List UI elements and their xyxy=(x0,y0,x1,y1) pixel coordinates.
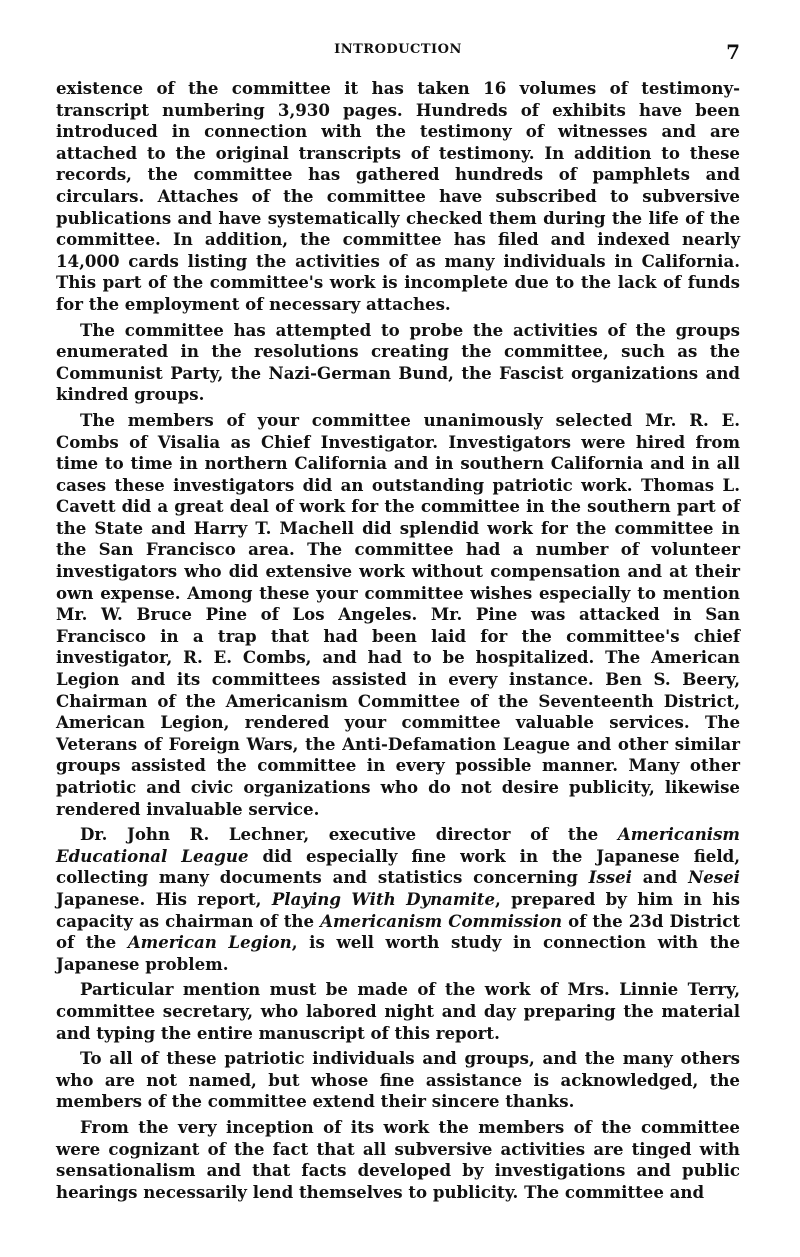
paragraph xyxy=(56,824,740,975)
text-segment: The committee has attempted to probe the activities of the groups enumerated in the resolutions creating the committee, such as the Communist Party, the Nazi-German Bund, the Fascist organizations and kindred groups. xyxy=(56,319,740,405)
body-text xyxy=(56,78,740,1207)
page-number: 7 xyxy=(726,40,740,64)
text-segment: and xyxy=(631,867,689,888)
italic-text-segment: American Legion xyxy=(127,932,292,953)
paragraph xyxy=(56,410,740,820)
text-segment: of the 23d District of the xyxy=(56,910,740,953)
italic-text-segment: Playing With Dynamite xyxy=(271,888,496,909)
paragraph xyxy=(56,320,740,406)
paragraph xyxy=(56,78,740,316)
italic-text-segment: Americanism Commission xyxy=(320,910,563,931)
text-segment: Particular mention must be made of the work of Mrs. Linnie Terry, committee secretary, who labored night and day preparing the material and typing the entire manuscript of this report. xyxy=(56,979,740,1043)
text-segment: Dr. John R. Lechner, executive director of the xyxy=(80,824,618,845)
paragraph xyxy=(56,979,740,1044)
italic-text-segment: Nesei xyxy=(688,867,740,888)
text-segment: Japanese. His report, xyxy=(56,888,272,909)
italic-text-segment: Issei xyxy=(588,867,632,888)
text-segment: The members of your committee unanimously selected Mr. R. E. Combs of Visalia as Chief Investigator. Investigators were hired from time to time in northern California and in southern California and in all cases these investigators did an outstanding patriotic work. Thomas L. Cavett did a great deal of work for the committee in the southern part of the State and Harry T. Machell did splendid work for the committee in the San Francisco area. The committee had a number of volunteer investigators who did extensive work without compensation and at their own expense. Among these your committee wishes especially to mention Mr. W. Bruce Pine of Los Angeles. Mr. Pine was attacked in San Francisco in a trap that had been laid for the committee's chief investigator, R. E. Combs, and had to be hospitalized. The American Legion and its committees assisted in every instance. Ben S. Beery, Chairman of the Americanism Committee of the Seventeenth District, American Legion, rendered your committee valuable services. The Veterans of Foreign Wars, the Anti-Defamation League and other similar groups assisted the committee in every possible manner. Many other patriotic and civic organizations who do not desire publicity, likewise rendered invaluable service. xyxy=(56,409,740,819)
text-segment: , prepared by him in his capacity as chairman of the xyxy=(56,888,741,931)
italic-text-segment: Americanism Educational League xyxy=(56,824,740,866)
text-segment: did especially fine work in the Japanese field, collecting many documents and statistics concerning xyxy=(56,845,740,888)
text-segment: existence of the committee it has taken 16 volumes of testimony-transcript numbering 3,930 pages. Hundreds of exhibits have been introduced in connection with the testimony of witnesses and are attached to the original transcripts of testimony. In addition to these records, the committee has gathered hundreds of pamphlets and circulars. Attaches of the committee have subscribed to subversive publications and have systematically checked them during the life of the committee. In addition, the committee has filed and indexed nearly 14,000 cards listing the activities of as many individuals in California. This part of the committee's work is incomplete due to the lack of funds for the employment of necessary attaches. xyxy=(56,78,740,314)
running-head: INTRODUCTION xyxy=(334,42,462,57)
text-segment: From the very inception of its work the members of the committee were cognizant of the fact that all subversive activities are tinged with sensationalism and that facts developed by investigations and public hearings necessarily lend themselves to publicity. The committee and xyxy=(56,1116,740,1202)
paragraph xyxy=(56,1048,740,1113)
paragraph xyxy=(56,1117,740,1203)
text-segment: , is well worth study in connection with the Japanese problem. xyxy=(56,932,741,974)
text-segment: To all of these patriotic individuals and groups, and the many others who are not named, but whose fine assistance is acknowledged, the members of the committee extend their sincere thanks. xyxy=(56,1048,740,1112)
page-header xyxy=(56,42,740,64)
